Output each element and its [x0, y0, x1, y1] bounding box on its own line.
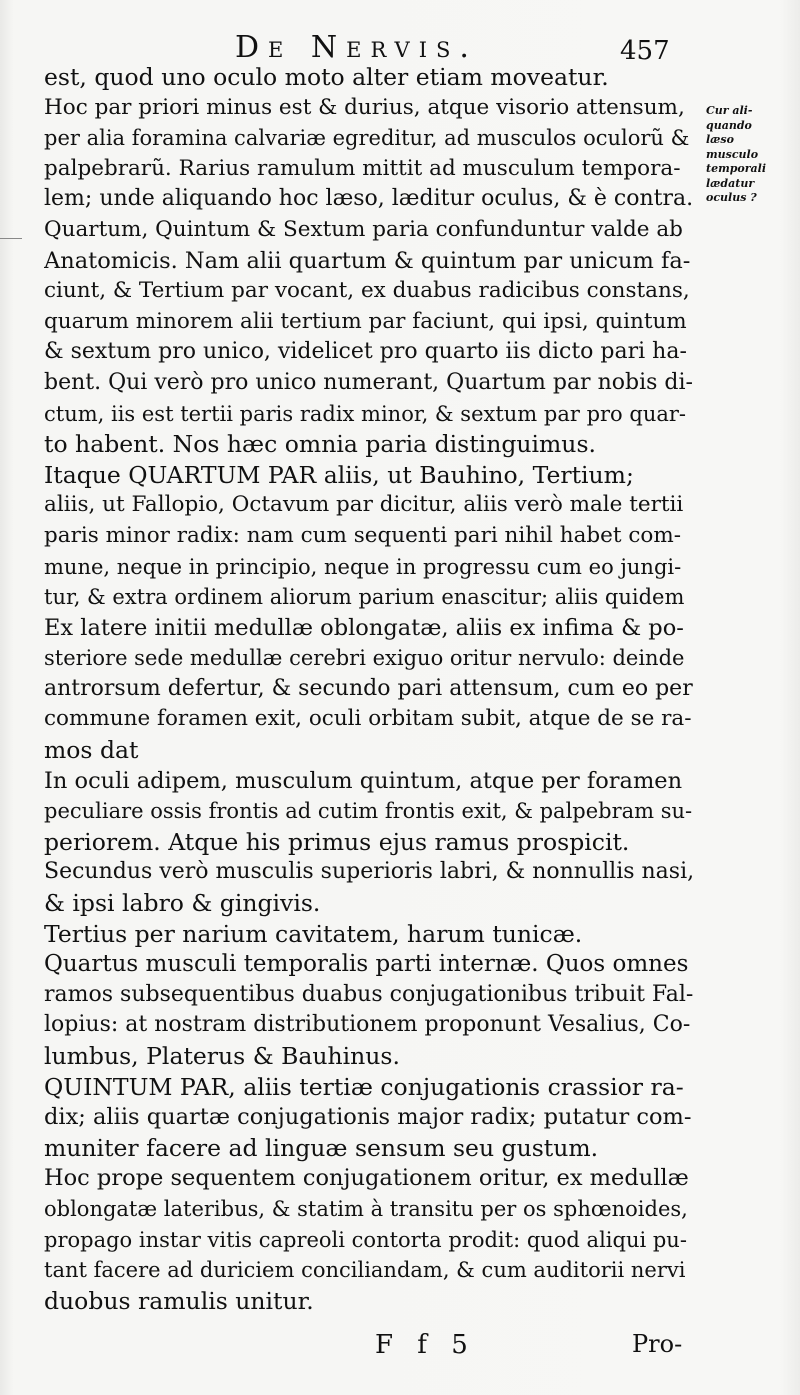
margin-mark: [0, 238, 22, 239]
marginal-note-line: oculus ?: [706, 191, 757, 204]
text-line: ciunt, & Tertium par vocant, ex duabus radicibus constans,: [44, 278, 690, 304]
page-number: 457: [620, 36, 670, 66]
marginal-note-line: quando: [706, 118, 752, 132]
text-line: tant facere ad duriciem conciliandam, & cum auditorii nervi: [44, 1258, 686, 1283]
text-line: oblongatæ lateribus, & statim à transitu per os sphœnoides,: [44, 1196, 688, 1221]
text-line: lopius: at nostram distributionem proponunt Vesalius, Co-: [44, 1012, 691, 1038]
marginal-note-line: musculo: [706, 147, 759, 161]
text-line: mune, neque in principio, neque in progressu cum eo jungi-: [44, 554, 682, 579]
signature-mark: F f 5: [375, 1330, 476, 1360]
page-footer: [0, 1330, 800, 1370]
marginal-note-line: temporali: [706, 162, 767, 175]
text-line: bent. Qui verò pro unico numerant, Quartum par nobis di-: [44, 369, 693, 395]
text-line: Quartum, Quintum & Sextum paria confunduntur valde ab: [44, 216, 683, 242]
running-head: De Nervis.: [235, 30, 478, 65]
text-line: est, quod uno oculo moto alter etiam moveatur.: [44, 63, 609, 91]
text-line: to habent. Nos hæc omnia paria distinguimus.: [44, 430, 596, 459]
text-line: & ipsi labro & gingivis.: [44, 889, 321, 918]
text-line: steriore sede medullæ cerebri exiguo oritur nervulo: deinde: [44, 646, 685, 671]
text-line: duobus ramulis unitur.: [44, 1286, 314, 1315]
text-line: per alia foramina calvariæ egreditur, ad musculos oculorũ &: [44, 126, 690, 151]
text-line: commune foramen exit, oculi orbitam subit, atque de se ra-: [44, 706, 692, 732]
marginal-note-line: Cur ali-: [706, 104, 753, 117]
text-line: ctum, iis est tertii paris radix minor, & sextum par pro quar-: [44, 401, 686, 426]
text-line: Anatomicis. Nam alii quartum & quintum par unicum fa-: [44, 247, 691, 274]
text-line: Ex latere initii medullæ oblongatæ, aliis ex infima & po-: [44, 614, 684, 641]
text-line: propago instar vitis capreoli contorta prodit: quod aliqui pu-: [44, 1227, 687, 1252]
text-line: aliis, ut Fallopio, Octavum par dicitur, aliis verò male tertii: [44, 492, 684, 518]
text-line: Tertius per narium cavitatem, harum tunicæ.: [44, 919, 583, 948]
text-line: Secundus verò musculis superioris labri, & nonnullis nasi,: [44, 859, 694, 885]
marginal-note-line: læso: [706, 133, 734, 146]
catchword: Pro-: [632, 1330, 683, 1358]
text-line: Hoc prope sequentem conjugationem oritur, ex medullæ: [44, 1165, 689, 1192]
text-line: QUINTUM PAR, aliis tertiæ conjugationis crassior ra-: [44, 1072, 684, 1101]
text-line: peculiare ossis frontis ad cutim frontis exit, & palpebram su-: [44, 799, 693, 824]
text-line: mos dat: [44, 736, 139, 765]
text-line: Itaque QUARTUM PAR aliis, ut Bauhino, Tertium;: [44, 460, 634, 489]
text-line: periorem. Atque his primus ejus ramus prospicit.: [44, 827, 630, 856]
text-line: palpebrarũ. Rarius ramulum mittit ad musculum tempora-: [44, 155, 681, 181]
text-line: paris minor radix: nam cum sequenti pari nihil habet com-: [44, 522, 681, 548]
text-line: tur, & extra ordinem aliorum parium enascitur; aliis quidem: [44, 585, 685, 610]
text-line: Hoc par priori minus est & durius, atque visorio attensum,: [44, 94, 685, 120]
body-text: [44, 62, 694, 1316]
text-line: muniter facere ad linguæ sensum seu gustum.: [44, 1133, 599, 1162]
text-line: dix; aliis quartæ conjugationis major radix; putatur com-: [44, 1104, 692, 1131]
text-line: ramos subsequentibus duabus conjugationibus tribuit Fal-: [44, 981, 694, 1007]
text-line: antrorsum defertur, & secundo pari attensum, cum eo per: [44, 675, 693, 701]
marginal-note-line: lædatur: [706, 176, 755, 190]
marginal-note: [706, 104, 776, 206]
text-line: quarum minorem alii tertium par faciunt, qui ipsi, quintum: [44, 308, 687, 334]
text-line: lem; unde aliquando hoc læso, læditur oculus, & è contra.: [44, 186, 694, 212]
text-line: lumbus, Platerus & Bauhinus.: [44, 1042, 400, 1070]
text-line: In oculi adipem, musculum quintum, atque per foramen: [44, 767, 683, 794]
text-line: & sextum pro unico, videlicet pro quarto iis dicto pari ha-: [44, 339, 687, 365]
text-line: Quartus musculi temporalis parti internæ. Quos omnes: [44, 951, 689, 978]
